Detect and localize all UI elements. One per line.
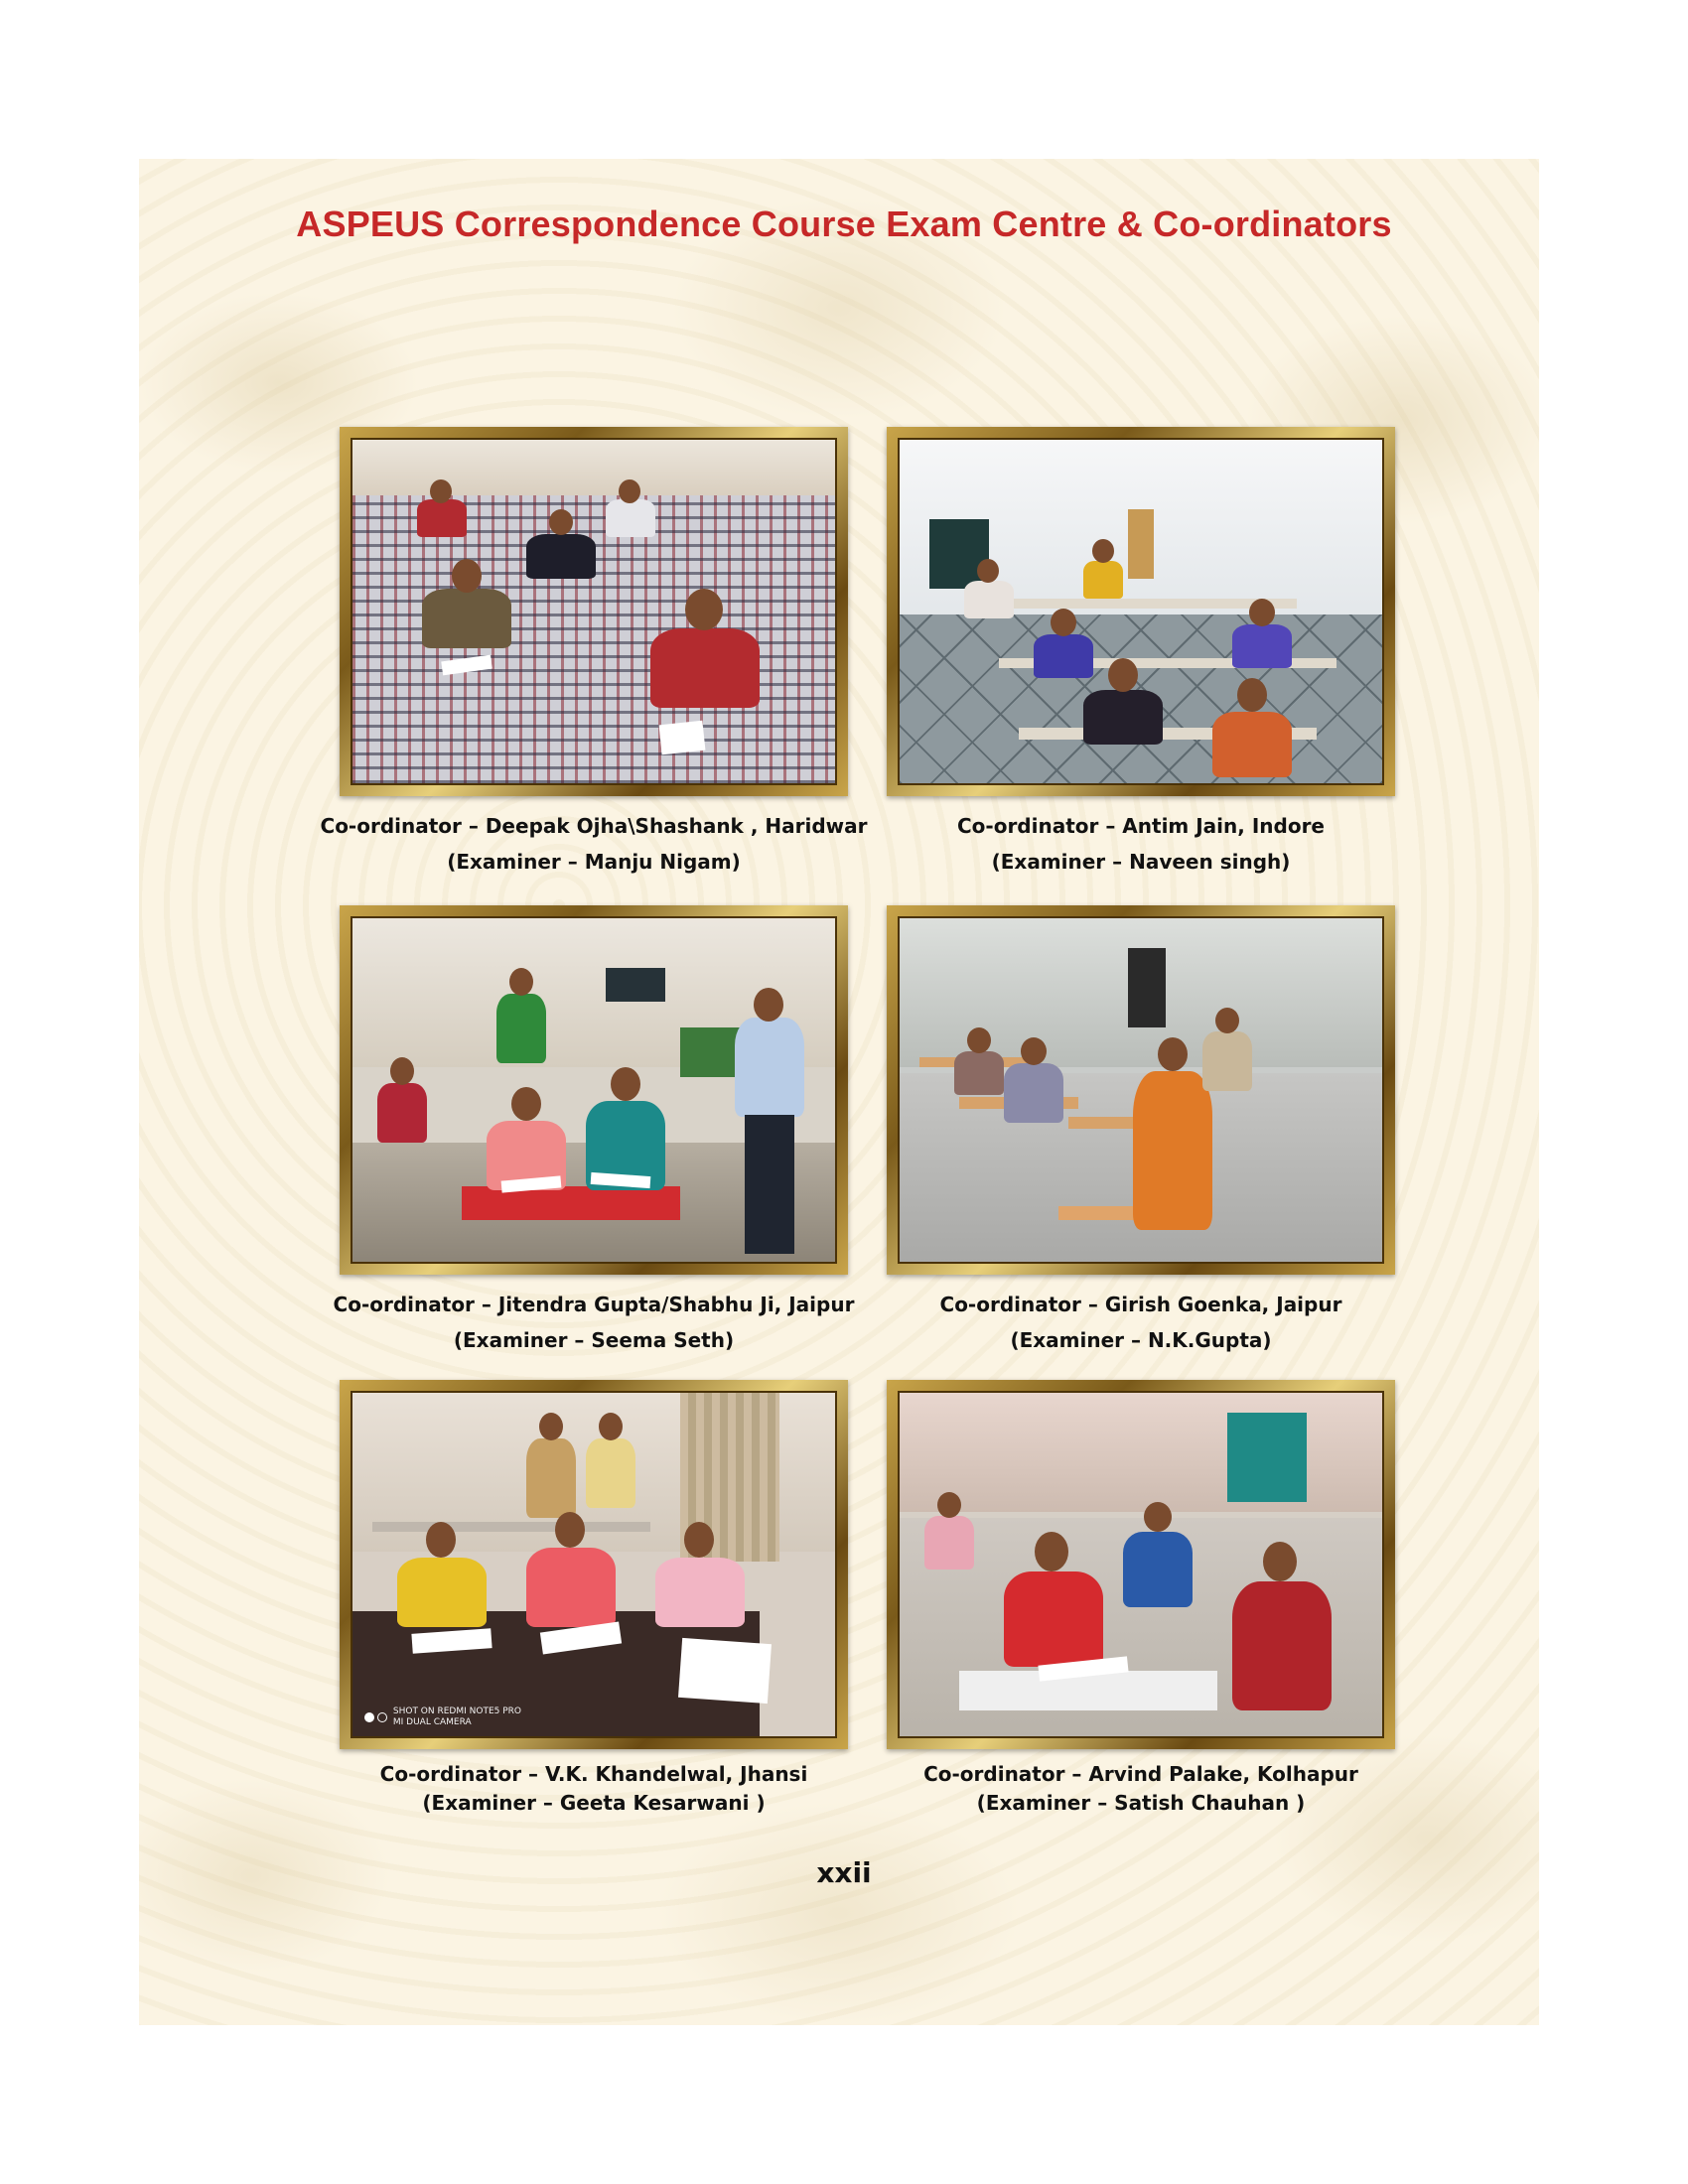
photo-jaipur-classroom-2	[898, 916, 1384, 1264]
coordinator-caption: Co-ordinator – Arvind Palake, Kolhapur	[923, 1762, 1358, 1786]
photo-haridwar-exam-hall	[351, 438, 837, 785]
examiner-caption: (Examiner – Satish Chauhan )	[976, 1791, 1306, 1815]
gold-frame	[340, 427, 848, 796]
coordinator-caption: Co-ordinator – Antim Jain, Indore	[956, 814, 1325, 838]
photo-kolhapur-classroom	[898, 1391, 1384, 1738]
watermark-line-1: SHOT ON REDMI NOTE5 PRO	[392, 1706, 521, 1716]
examiner-caption: (Examiner – Seema Seth)	[453, 1328, 735, 1352]
camera-logo-icon	[377, 1712, 387, 1722]
examiner-caption: (Examiner – Manju Nigam)	[447, 850, 741, 874]
camera-logo-icon	[364, 1712, 374, 1722]
examiner-caption: (Examiner – Geeta Kesarwani )	[422, 1791, 766, 1815]
watermark-line-2: MI DUAL CAMERA	[392, 1717, 472, 1727]
gold-frame	[340, 905, 848, 1275]
gold-frame	[887, 1380, 1395, 1749]
photo-indore-classroom	[898, 438, 1384, 785]
examiner-caption: (Examiner – Naveen singh)	[991, 850, 1291, 874]
gold-frame	[340, 1380, 848, 1749]
coordinator-caption: Co-ordinator – Jitendra Gupta/Shabhu Ji, Jaipur	[333, 1293, 855, 1316]
page-number: xxii	[816, 1856, 872, 1889]
coordinator-caption: Co-ordinator – V.K. Khandelwal, Jhansi	[379, 1762, 808, 1786]
page-title: ASPEUS Correspondence Course Exam Centre & Co-ordinators	[296, 204, 1392, 244]
photo-jhansi-classroom	[351, 1391, 837, 1738]
camera-watermark	[364, 1706, 521, 1728]
gold-frame	[887, 905, 1395, 1275]
coordinator-caption: Co-ordinator – Deepak Ojha\Shashank , Haridwar	[320, 814, 868, 838]
examiner-caption: (Examiner – N.K.Gupta)	[1010, 1328, 1272, 1352]
gold-frame	[887, 427, 1395, 796]
photo-jaipur-classroom-1	[351, 916, 837, 1264]
coordinator-caption: Co-ordinator – Girish Goenka, Jaipur	[939, 1293, 1342, 1316]
